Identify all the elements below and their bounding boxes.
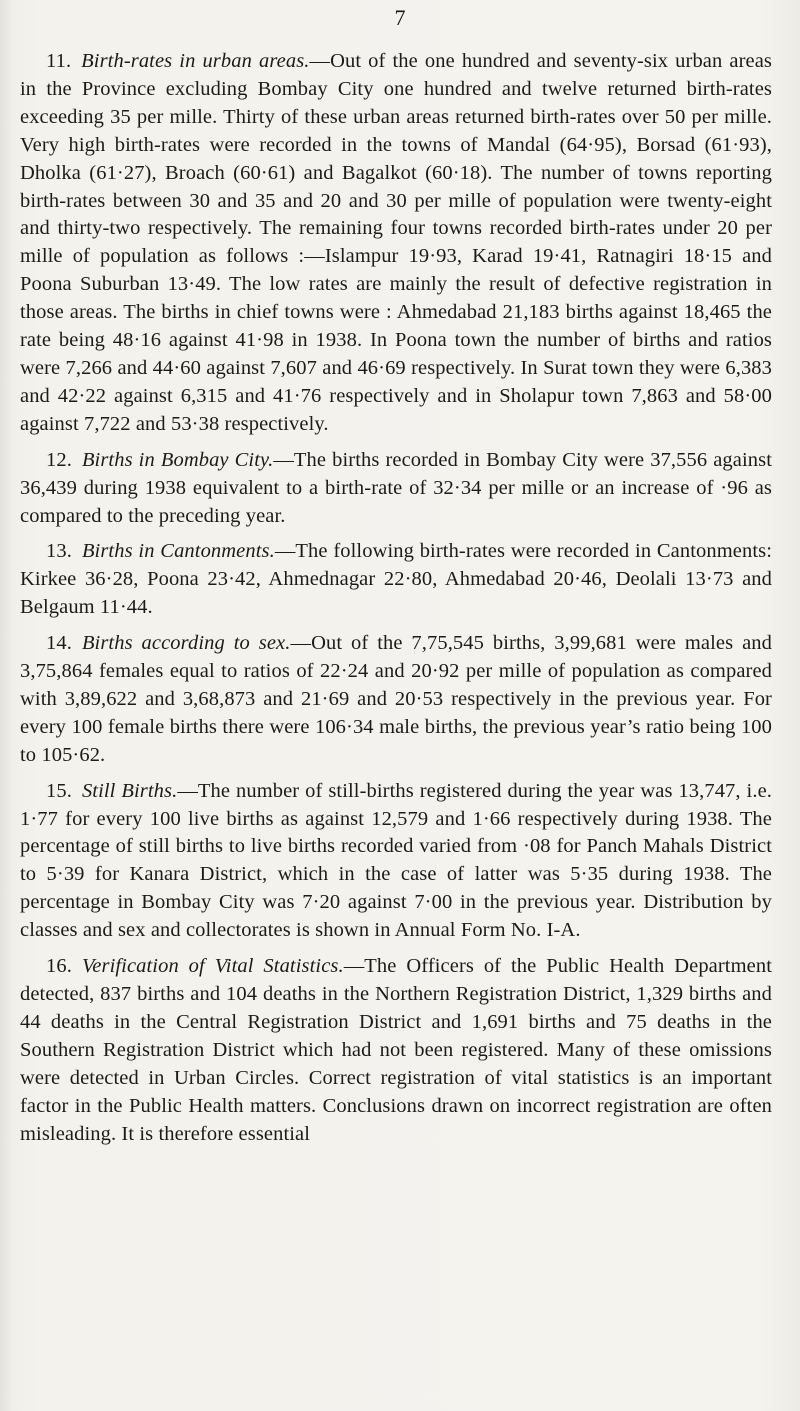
paragraph-heading: Births in Bombay City. — [81, 448, 274, 471]
paragraph-text: —The Officers of the Public Health Department detected, 837 births and 104 deaths in the Northern Registration District, 1,329 births and 44 deaths in the Central Registration District and 1,691 births and 75 deaths in the Southern Registration District which had not been registered. Many of these omissions were detected in Urban Circles. Correct registration of vital statistics is an important factor in the Public Health matters. Conclusions drawn on incorrect registration are often misleading. It is therefore essential — [20, 955, 772, 1145]
paragraph-11 — [20, 48, 772, 439]
paragraph-number: 12. — [46, 448, 72, 471]
paragraph-number: 16. — [46, 955, 72, 978]
paragraph-heading: Birth-rates in urban areas. — [81, 50, 310, 72]
paragraph-text: —Out of the 7,75,545 births, 3,99,681 were males and 3,75,864 females equal to ratios of 22·24 and 20·92 per mille of population as compared with 3,89,622 and 3,68,873 and 21·69 and 20·53 respectively in the previous year. For every 100 female births there were 106·34 male births, the previous year’s ratio being 100 to 105·62. — [20, 632, 772, 766]
paragraph-heading: Births in Cantonments. — [81, 540, 275, 563]
paragraph-heading: Verification of Vital Statistics. — [81, 955, 344, 978]
paragraph-12 — [20, 447, 772, 531]
document-body — [20, 48, 772, 1156]
page-number: 7 — [394, 5, 406, 30]
paragraph-text: —The number of still-births registered during the year was 13,747, i.e. 1·77 for every 100 live births as against 12,579 and 1·66 respectively during 1938. The percentage of still births to live births recorded varied from ·08 for Panch Mahals District to 5·39 for Kanara District, which in the case of latter was 5·35 during 1938. The percentage in Bombay City was 7·20 against 7·00 in the previous year. Distribution by classes and sex and collectorates is shown in Annual Form No. I-A. — [20, 779, 772, 942]
paragraph-number: 11. — [46, 50, 72, 72]
paragraph-text: —The births recorded in Bombay City were 37,556 against 36,439 during 1938 equivalent to a birth-rate of 32·34 per mille or an increase of ·96 as compared to the preceding year. — [20, 448, 773, 527]
paragraph-number: 13. — [46, 540, 72, 563]
paragraph-14 — [20, 630, 772, 770]
paragraph-13 — [20, 538, 772, 622]
paragraph-15 — [20, 778, 772, 945]
paragraph-number: 14. — [46, 632, 72, 655]
paragraph-number: 15. — [46, 779, 72, 802]
paragraph-16 — [20, 953, 772, 1148]
paragraph-heading: Births according to sex. — [81, 632, 291, 655]
paragraph-text: —The following birth-rates were recorded in Cantonments: Kirkee 36·28, Poona 23·42, Ahmednagar 22·80, Ahmedabad 20·46, Deolali 13·73 and Belgaum 11·44. — [20, 540, 772, 619]
paragraph-text: —Out of the one hundred and seventy-six urban areas in the Province excluding Bombay City one hundred and twelve returned birth-rates exceeding 35 per mille. Thirty of these urban areas returned birth-rates over 50 per mille. Very high birth-rates were recorded in the towns of Mandal (64·95), Borsad (61·93), Dholka (61·27), Broach (60·61) and Bagalkot (60·18). The number of towns reporting birth-rates between 30 and 35 and 20 and 30 per mille of population were twenty-eight and thirty-two respectively. The remaining four towns recorded birth-rates under 20 per mille of population as follows :—Islampur 19·93, Karad 19·41, Ratnagiri 18·15 and Poona Suburban 13·49. The low rates are mainly the result of defective registration in those areas. The births in chief towns were : Ahmedabad 21,183 births against 18,465 the rate being 48·16 against 41·98 in 1938. In Poona town the number of births and ratios were 7,266 and 44·60 against 7,607 and 46·69 respectively. In Surat town they were 6,383 and 42·22 against 6,315 and 41·76 respectively and in Sholapur town 7,863 and 58·00 against 7,722 and 53·38 respectively. — [20, 50, 772, 435]
paragraph-heading: Still Births. — [81, 779, 178, 802]
